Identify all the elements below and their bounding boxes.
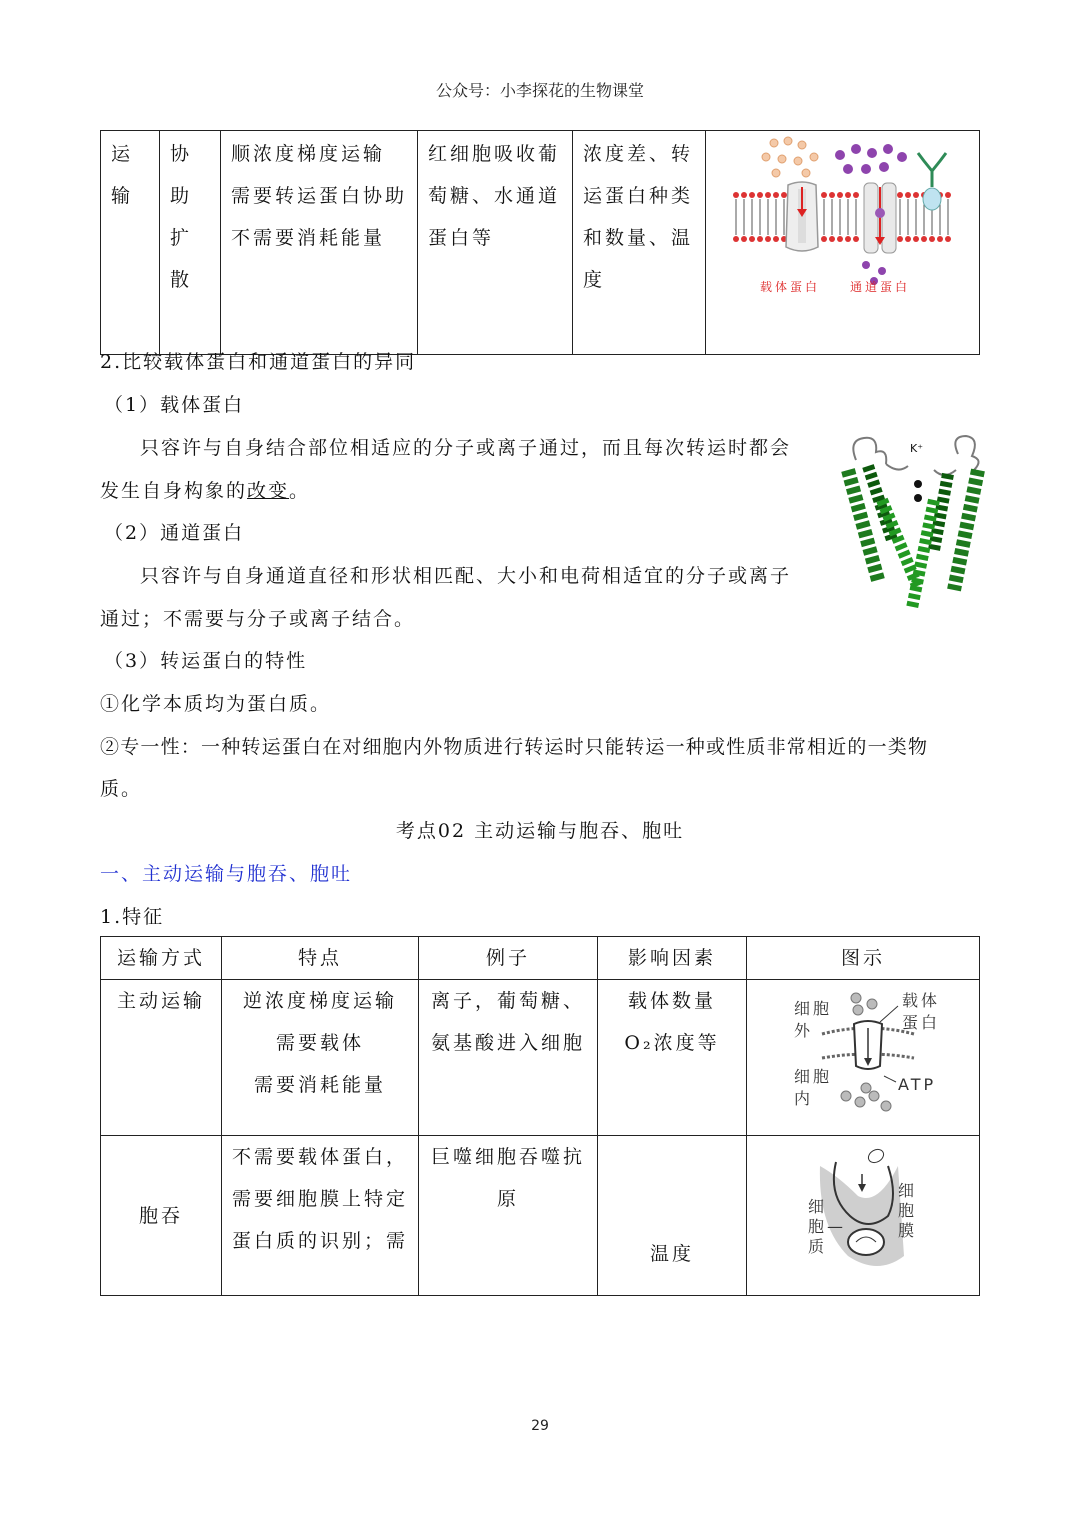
subheading-channel: （2）通道蛋白 <box>104 522 245 544</box>
cell-features: 顺浓度梯度运输 需要转运蛋白协助 不需要消耗能量 <box>221 131 418 355</box>
header-features: 特点 <box>222 937 419 980</box>
membrane-icon <box>730 192 956 242</box>
table-header-row <box>101 937 980 980</box>
carrier-protein-icon <box>854 1021 882 1069</box>
cell-features-endocytosis: 不需要载体蛋白， 需要细胞膜上特定 蛋白质的识别；需 <box>222 1136 419 1296</box>
alpha-helix-icon <box>848 466 978 608</box>
svg-text:内: 内 <box>794 1089 814 1108</box>
carrier-description-line2: 发生自身构象的改变。 <box>100 480 311 502</box>
cell-factors: 浓度差、转 运蛋白种类 和数量、温 度 <box>573 131 706 355</box>
svg-text:外: 外 <box>794 1021 814 1040</box>
subheading-carrier: （1）载体蛋白 <box>104 394 245 416</box>
svg-text:细: 细 <box>898 1181 918 1200</box>
header-factors: 影响因素 <box>598 937 747 980</box>
cell-method-endocytosis: 胞吞 <box>101 1136 222 1296</box>
svg-text:蛋白: 蛋白 <box>902 1013 941 1032</box>
carrier-label: 载体蛋白 <box>760 280 821 294</box>
header-examples: 例子 <box>419 937 598 980</box>
cell-figure-active <box>747 980 980 1136</box>
svg-text:膜: 膜 <box>898 1221 918 1240</box>
facilitated-diffusion-table <box>100 130 980 355</box>
table-row <box>101 131 980 355</box>
cell-examples-endocytosis: 巨噬细胞吞噬抗 原 <box>419 1136 598 1296</box>
particle-icon <box>866 1147 886 1165</box>
endocytosis-figure <box>748 1136 978 1280</box>
svg-text:胞: 胞 <box>898 1201 918 1220</box>
atp-label: ATP <box>898 1075 937 1094</box>
svg-text:胞—: 胞— <box>808 1217 847 1236</box>
cell-figure <box>706 131 980 355</box>
svg-text:细胞: 细胞 <box>794 1067 833 1086</box>
potassium-channel-structure-figure <box>838 430 988 616</box>
subheading-properties: （3）转运蛋白的特性 <box>104 650 308 672</box>
outside-label-hidden: 细胞外 <box>748 980 760 981</box>
page-number: 29 <box>531 1418 549 1434</box>
kaodian-title: 考点02 主动运输与胞吞、胞吐 <box>395 820 685 842</box>
table-row <box>101 1136 980 1296</box>
channel-description-line1: 只容许与自身通道直径和形状相匹配、大小和电荷相适宜的分子或离子 <box>140 565 792 587</box>
channel-protein-icon <box>864 183 896 253</box>
header-method: 运输方式 <box>101 937 222 980</box>
cell-examples: 红细胞吸收葡 萄糖、水通道 蛋白等 <box>418 131 573 355</box>
facilitated-diffusion-figure <box>706 131 978 339</box>
cell-category: 运 输 <box>101 131 160 355</box>
table-row <box>101 980 980 1136</box>
section-heading-blue: 一、主动运输与胞吞、胞吐 <box>100 863 353 885</box>
solute-molecules-icon <box>762 137 818 177</box>
cell-figure-endocytosis <box>747 1136 980 1296</box>
page-header: 公众号：小李探花的生物课堂 <box>435 81 644 100</box>
cell-factors-endocytosis: 温度 <box>598 1136 747 1296</box>
header-figure: 图示 <box>747 937 980 980</box>
svg-text:质: 质 <box>808 1237 828 1256</box>
vesicle-icon <box>848 1229 884 1255</box>
property-item-2-line1: ②专一性：一种转运蛋白在对细胞内外物质进行转运时只能转运一种或性质非常相近的一类物 <box>100 736 929 758</box>
channel-description-line2: 通过；不需要与分子或离子结合。 <box>100 608 416 630</box>
section2-title: 2.比较载体蛋白和通道蛋白的异同 <box>100 351 417 373</box>
cell-features-active: 逆浓度梯度运输 需要载体 需要消耗能量 <box>222 980 419 1136</box>
cell-method-active: 主动运输 <box>101 980 222 1136</box>
channel-label: 通道蛋白 <box>850 280 911 294</box>
active-transport-figure <box>748 980 978 1120</box>
property-item-2-line2: 质。 <box>100 778 143 800</box>
active-transport-table <box>100 936 980 1296</box>
svg-text:细胞: 细胞 <box>794 999 833 1018</box>
feature-title: 1.特征 <box>100 906 165 928</box>
svg-text:载体: 载体 <box>902 991 941 1010</box>
carrier-protein-icon <box>786 182 818 251</box>
property-item-1: ①化学本质均为蛋白质。 <box>100 693 332 715</box>
cell-method: 协 助 扩 散 <box>160 131 221 355</box>
cell-factors-active: 载体数量 O₂浓度等 <box>598 980 747 1136</box>
carrier-description-line1: 只容许与自身结合部位相适应的分子或离子通过，而且每次转运时都会 <box>140 437 792 459</box>
k-ion-label: K⁺ <box>910 442 924 455</box>
cell-examples-active: 离子，葡萄糖、 氨基酸进入细胞 <box>419 980 598 1136</box>
ion-icon <box>914 480 922 502</box>
svg-text:细: 细 <box>808 1197 828 1216</box>
